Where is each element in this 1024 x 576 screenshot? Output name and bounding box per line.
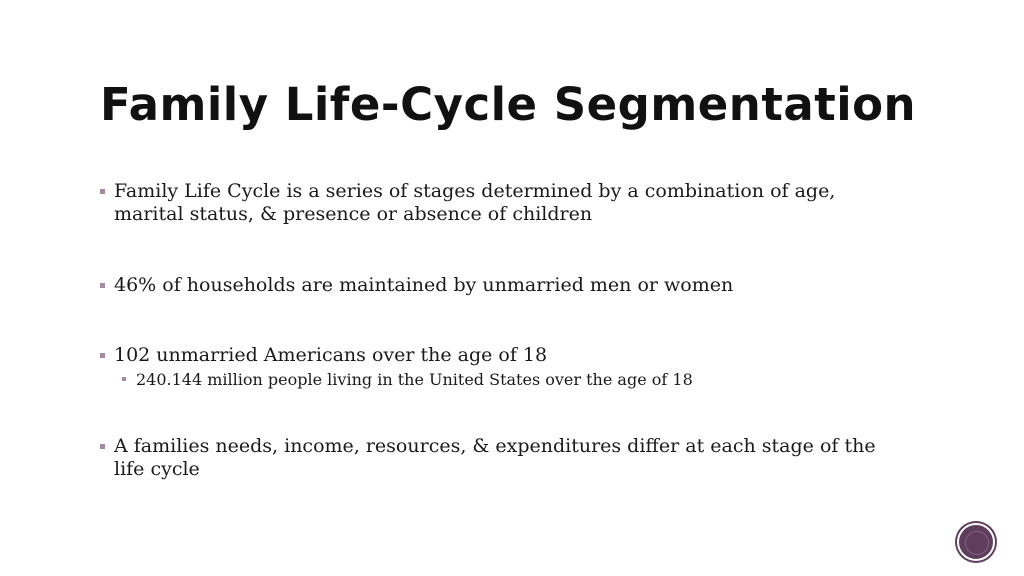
badge-ring-icon	[965, 531, 989, 555]
bullet-item-2	[100, 274, 900, 297]
square-bullet-icon	[100, 353, 105, 358]
sub-bullet-item	[122, 369, 900, 391]
bullet-item-4	[100, 435, 900, 481]
bullet-text: A families needs, income, resources, & expenditures differ at each stage of the life cycle	[114, 435, 876, 480]
square-bullet-icon	[122, 377, 126, 381]
square-bullet-icon	[100, 444, 105, 449]
slide-title: Family Life-Cycle Segmentation	[100, 78, 917, 131]
sub-bullet-text: 240.144 million people living in the United States over the age of 18	[136, 370, 693, 389]
bullet-list	[100, 180, 900, 481]
bullet-item-3	[100, 344, 900, 367]
bullet-item-1	[100, 180, 900, 226]
slide-number-badge	[957, 523, 995, 561]
bullet-text: 102 unmarried Americans over the age of 18	[114, 344, 548, 366]
bullet-text: Family Life Cycle is a series of stages determined by a combination of age, marital status, & presence or absence of children	[114, 180, 836, 225]
square-bullet-icon	[100, 189, 105, 194]
bullet-text: 46% of households are maintained by unmarried men or women	[114, 274, 734, 296]
square-bullet-icon	[100, 283, 105, 288]
